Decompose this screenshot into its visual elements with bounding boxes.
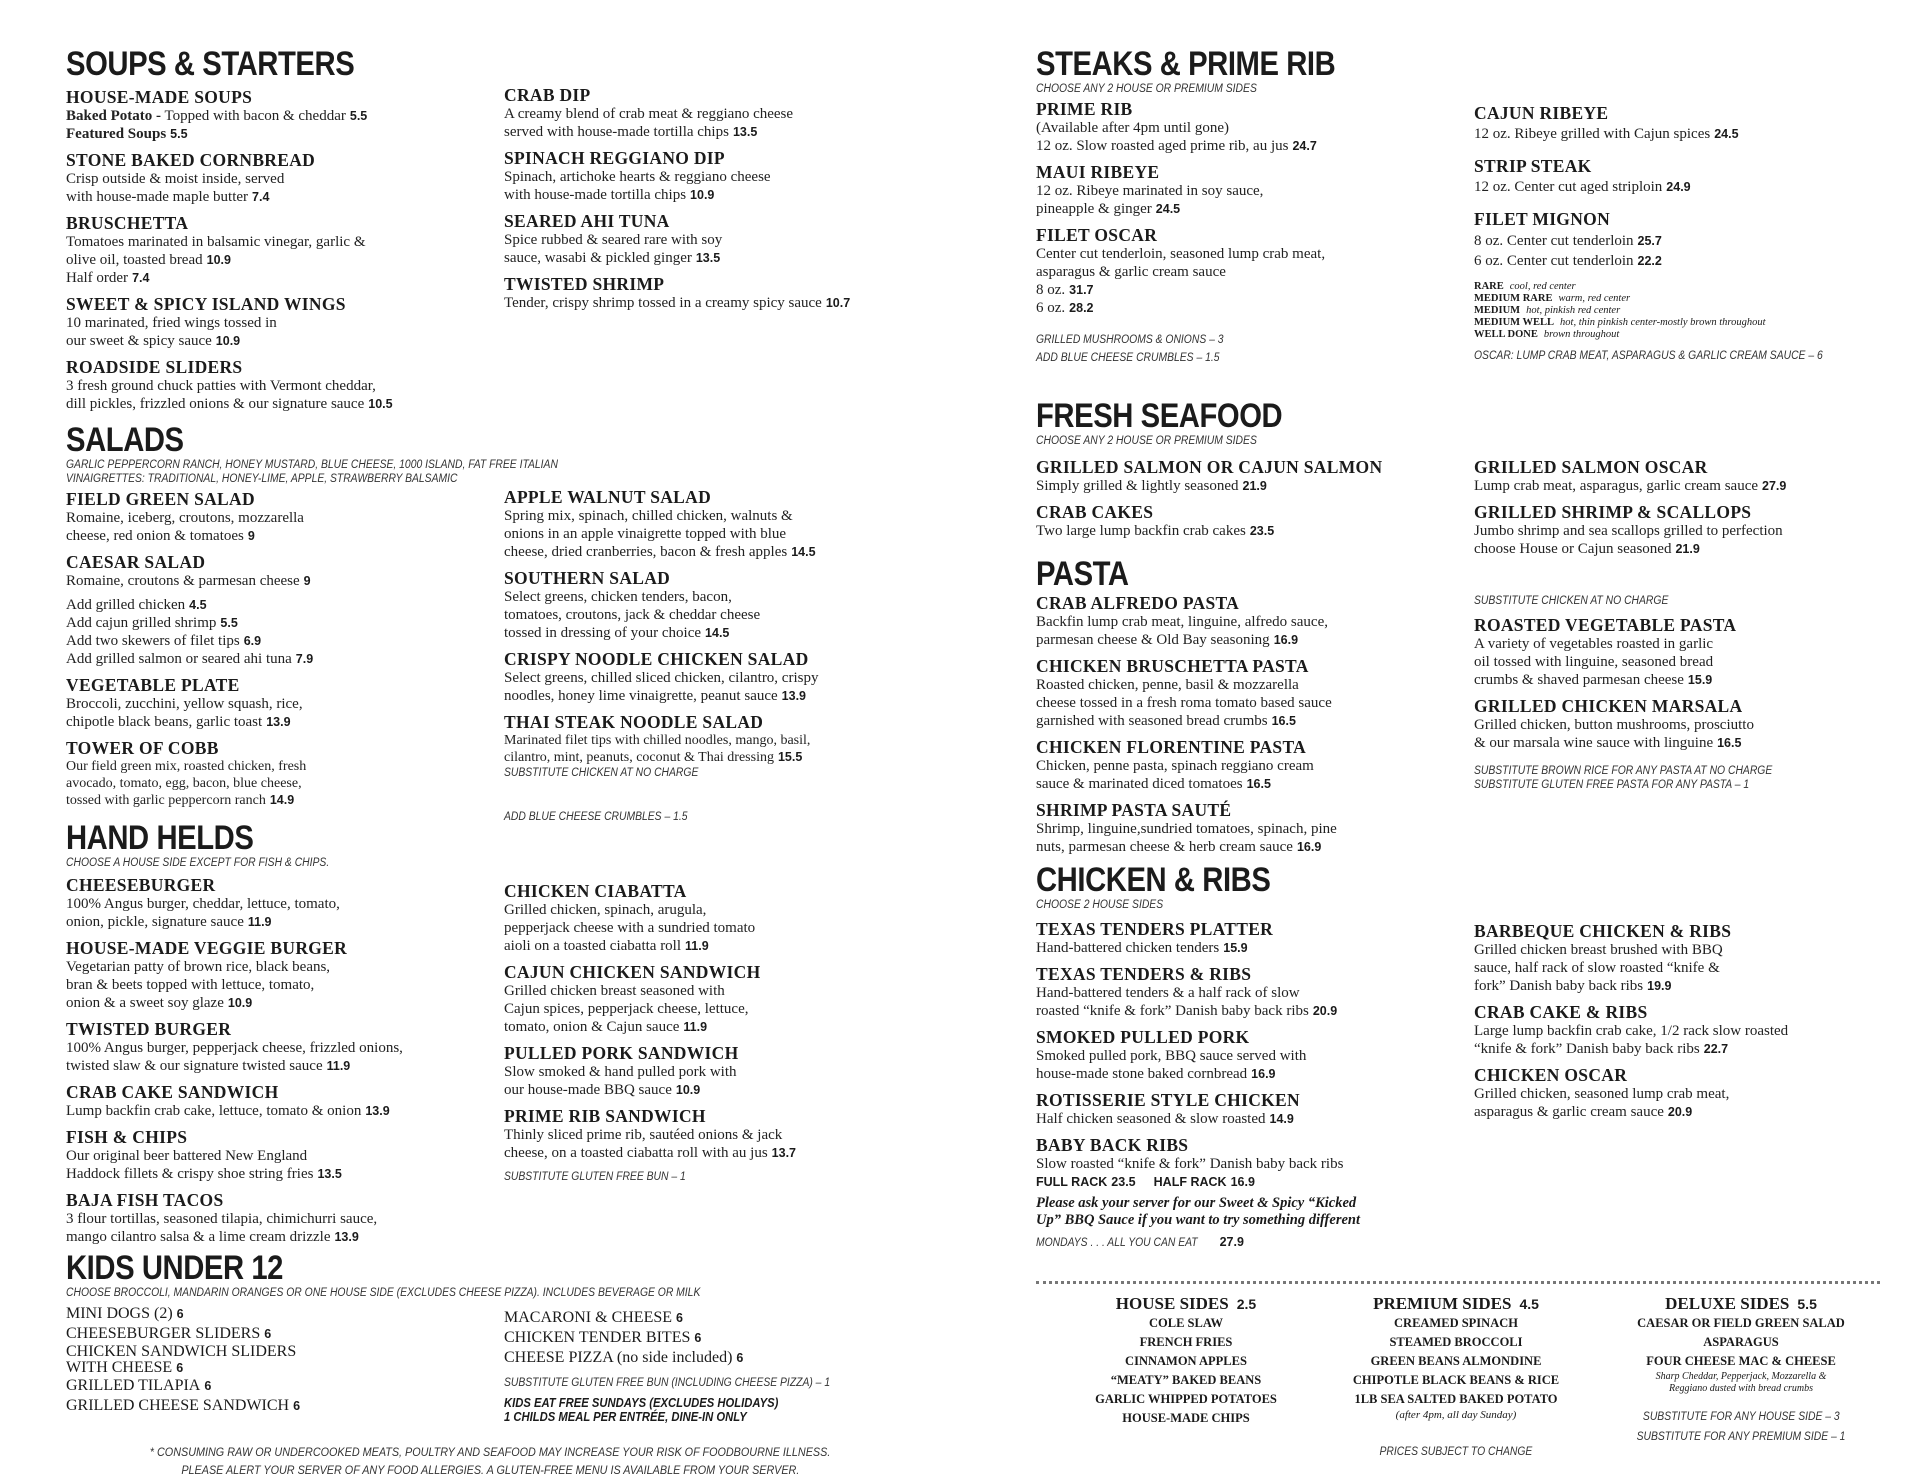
menu-item: PULLED PORK SANDWICH Slow smoked & hand pulled pork with our house-made BBQ sauce 10.9: [504, 1044, 944, 1099]
item-name: VEGETABLE PLATE: [66, 675, 240, 695]
salads-left-column: [66, 421, 558, 809]
menu-item: APPLE WALNUT SALAD Spring mix, spinach, chilled chicken, walnuts & onions in an apple vinaigrette topped with blue cheese, dried cranberries, bacon & fresh apples 14.5: [504, 488, 944, 561]
menu-item: FILET MIGNON 8 oz. Center cut tenderloin 25.7 6 oz. Center cut tenderloin 22.2: [1474, 210, 1904, 271]
menu-item: CHICKEN CIABATTA Grilled chicken, spinach, arugula, pepperjack cheese with a sundried tomato aioli on a toasted ciabatta roll 11.9: [504, 882, 944, 955]
soups-right-column: [504, 86, 944, 312]
menu-item: FISH & CHIPS Our original beer battered New England Haddock fillets & crispy shoe string fries 13.5: [66, 1128, 506, 1183]
section-title-seafood: FRESH SEAFOOD: [1036, 397, 1283, 435]
mac-cheese-note: Sharp Cheddar, Pepperjack, Mozzarella & Reggiano dusted with bread crumbs: [1655, 1371, 1827, 1394]
section-title-handhelds: HAND HELDS: [66, 819, 254, 857]
menu-item: GRILLED SALMON OSCAR Lump crab meat, asparagus, garlic cream sauce 27.9: [1474, 458, 1904, 495]
section-title-chicken-ribs: CHICKEN & RIBS: [1036, 861, 1271, 899]
premium-sides: PREMIUM SIDES 4.5 CREAMED SPINACH STEAMED BROCCOLI GREEN BEANS ALMONDINE CHIPOTLE BLACK BEANS & RICE 1LB SEA SALTED BAKED POTATO (after 4pm, all day Sunday) PRICES SUBJECT TO CHANGE: [1326, 1294, 1586, 1460]
menu-item: SPINACH REGGIANO DIP Spinach, artichoke hearts & reggiano cheese with house-made tortilla chips 10.9: [504, 149, 944, 204]
allergy-line: PLEASE ALERT YOUR SERVER OF ANY FOOD ALLERGIES. A GLUTEN-FREE MENU IS AVAILABLE FROM YOUR SERVER.: [181, 1463, 799, 1477]
menu-item: BARBEQUE CHICKEN & RIBS Grilled chicken breast brushed with BBQ sauce, half rack of slow roasted “knife & fork” Danish baby back ribs 19.9: [1474, 922, 1904, 995]
item-name: GRILLED SALMON OR CAJUN SALMON: [1036, 457, 1383, 477]
item-name: CHICKEN CIABATTA: [504, 881, 687, 901]
menu-item: BABY BACK RIBS Slow roasted “knife & fork” Danish baby back ribs FULL RACK 23.5 HALF RACK 16.9: [1036, 1136, 1476, 1191]
menu-item: CRAB ALFREDO PASTA Backfin lump crab meat, linguine, alfredo sauce, parmesan cheese & Old Bay seasoning 16.9: [1036, 594, 1476, 649]
menu-item: STRIP STEAK 12 oz. Center cut aged striploin 24.9: [1474, 157, 1904, 196]
item-name: CAESAR SALAD: [66, 552, 206, 572]
handhelds-right-column: [504, 882, 944, 1184]
menu-item: SOUTHERN SALAD Select greens, chicken tenders, bacon, tomatoes, croutons, jack & cheddar cheese tossed in dressing of your choice 14.5: [504, 569, 944, 642]
item-name: CHICKEN FLORENTINE PASTA: [1036, 737, 1307, 757]
list-item: MACARONI & CHEESE 6: [504, 1309, 683, 1326]
menu-item: PRIME RIB SANDWICH Thinly sliced prime rib, sautéed onions & jack cheese, on a toasted ciabatta roll with au jus 13.7: [504, 1107, 944, 1162]
menu-item: GRILLED SALMON OR CAJUN SALMON Simply grilled & lightly seasoned 21.9: [1036, 458, 1476, 495]
list-item: CHEESE PIZZA (no side included) 6: [504, 1349, 744, 1366]
menu-item: CRAB CAKE & RIBS Large lump backfin crab cake, 1/2 rack slow roasted “knife & fork” Danish baby back ribs 22.7: [1474, 1003, 1904, 1058]
steaks-left-column: [1036, 46, 1476, 365]
gluten-free-bun-note: SUBSTITUTE GLUTEN FREE BUN – 1: [504, 1171, 686, 1183]
chicken-note: CHOOSE 2 HOUSE SIDES: [1036, 899, 1164, 911]
item-name: STRIP STEAK: [1474, 156, 1592, 176]
substitute-house-note: SUBSTITUTE FOR ANY HOUSE SIDE – 3: [1642, 1411, 1840, 1423]
section-title-salads: SALADS: [66, 421, 184, 459]
substitute-premium-note: SUBSTITUTE FOR ANY PREMIUM SIDE – 1: [1636, 1431, 1846, 1443]
item-name: ROTISSERIE STYLE CHICKEN: [1036, 1090, 1300, 1110]
vinaigrette-note: VINAIGRETTES: TRADITIONAL, HONEY-LIME, APPLE, STRAWBERRY BALSAMIC: [66, 473, 458, 485]
item-name: HOUSE-MADE SOUPS: [66, 87, 253, 107]
seafood-right-column: [1474, 458, 1904, 558]
deluxe-sides: DELUXE SIDES 5.5 CAESAR OR FIELD GREEN SALAD ASPARAGUS FOUR CHEESE MAC & CHEESE Sharp Cheddar, Pepperjack, Mozzarella & Reggiano dusted with bread crumbs SUBSTITUTE FOR ANY HOUSE SIDE – 3 SUBSTITUTE FOR ANY PREMIUM SIDE – 1: [1606, 1294, 1876, 1445]
salads-right-column: [504, 488, 944, 824]
item-name: PRIME RIB: [1036, 99, 1133, 119]
menu-item: ROADSIDE SLIDERS 3 fresh ground chuck patties with Vermont cheddar, dill pickles, frizzled onions & our signature sauce 10.5: [66, 358, 506, 413]
menu-item: CAJUN RIBEYE 12 oz. Ribeye grilled with Cajun spices 24.5: [1474, 104, 1904, 143]
menu-item: SHRIMP PASTA SAUTÉ Shrimp, linguine,sundried tomatoes, spinach, pine nuts, parmesan cheese & herb cream sauce 16.9: [1036, 801, 1476, 856]
pasta-left-column: [1036, 556, 1476, 856]
list-item: ASPARAGUS: [1703, 1335, 1779, 1349]
item-name: CAJUN CHICKEN SANDWICH: [504, 962, 761, 982]
doneness-guide: [1474, 281, 1904, 341]
prices-note: PRICES SUBJECT TO CHANGE: [1379, 1446, 1533, 1458]
item-name: ROASTED VEGETABLE PASTA: [1474, 615, 1737, 635]
menu-item: SWEET & SPICY ISLAND WINGS 10 marinated, fried wings tossed in our sweet & spicy sauce 10.9: [66, 295, 506, 350]
kids-free-note: KIDS EAT FREE SUNDAYS (EXCLUDES HOLIDAYS): [504, 1396, 779, 1410]
steaks-right-column: [1474, 104, 1904, 363]
menu-item: CHICKEN BRUSCHETTA PASTA Roasted chicken, penne, basil & mozzarella cheese tossed in a fresh roma tomato based sauce garnished with seasoned bread crumbs 16.5: [1036, 657, 1476, 730]
list-item: FRENCH FRIES: [1139, 1335, 1233, 1349]
mushrooms-note: GRILLED MUSHROOMS & ONIONS – 3: [1036, 334, 1224, 346]
list-item: CINNAMON APPLES: [1125, 1354, 1247, 1368]
item-name: CRAB ALFREDO PASTA: [1036, 593, 1240, 613]
dotted-divider: [1036, 1281, 1880, 1284]
chicken-left-column: [1036, 862, 1476, 1251]
section-title-steaks: STEAKS & PRIME RIB: [1036, 45, 1336, 83]
doneness-row: WELL DONE brown throughout: [1474, 329, 1620, 340]
item-name: SWEET & SPICY ISLAND WINGS: [66, 294, 346, 314]
list-item: “MEATY” BAKED BEANS: [1110, 1373, 1262, 1387]
item-name: CAJUN RIBEYE: [1474, 103, 1609, 123]
item-name: SMOKED PULLED PORK: [1036, 1027, 1250, 1047]
pasta-right-column: [1474, 594, 1904, 792]
menu-item: BRUSCHETTA Tomatoes marinated in balsamic vinegar, garlic & olive oil, toasted bread 10.9 Half order 7.4: [66, 214, 506, 287]
kids-items-left: [66, 1304, 506, 1416]
item-name: ROADSIDE SLIDERS: [66, 357, 243, 377]
menu-item: PRIME RIB (Available after 4pm until gone) 12 oz. Slow roasted aged prime rib, au jus 24.7: [1036, 100, 1476, 155]
menu-item: TOWER OF COBB Our field green mix, roasted chicken, fresh avocado, tomato, egg, bacon, blue cheese, tossed with garlic peppercorn ranch 14.9: [66, 739, 506, 809]
item-name: CHICKEN OSCAR: [1474, 1065, 1628, 1085]
menu-item: HOUSE-MADE VEGGIE BURGER Vegetarian patty of brown rice, black beans, bran & beets topped with lettuce, tomato, onion & a sweet soy glaze 10.9: [66, 939, 506, 1012]
substitute-note: SUBSTITUTE CHICKEN AT NO CHARGE: [504, 767, 699, 779]
list-item: GREEN BEANS ALMONDINE: [1370, 1354, 1542, 1368]
menu-item: SEARED AHI TUNA Spice rubbed & seared rare with soy sauce, wasabi & pickled ginger 13.5: [504, 212, 944, 267]
menu-item: CHICKEN FLORENTINE PASTA Chicken, penne pasta, spinach reggiano cream sauce & marinated diced tomatoes 16.5: [1036, 738, 1476, 793]
item-name: HOUSE-MADE VEGGIE BURGER: [66, 938, 348, 958]
list-item: HOUSE-MADE CHIPS: [1122, 1411, 1250, 1425]
item-name: CRAB CAKE & RIBS: [1474, 1002, 1648, 1022]
menu-item: CAJUN CHICKEN SANDWICH Grilled chicken breast seasoned with Cajun spices, pepperjack cheese, lettuce, tomato, onion & Cajun sauce 11.9: [504, 963, 944, 1036]
handhelds-left-column: [66, 820, 506, 1246]
item-name: BABY BACK RIBS: [1036, 1135, 1189, 1155]
item-name: TEXAS TENDERS PLATTER: [1036, 919, 1274, 939]
kids-substitute-note: SUBSTITUTE GLUTEN FREE BUN (INCLUDING CHEESE PIZZA) – 1: [504, 1377, 831, 1389]
menu-item: CRAB DIP A creamy blend of crab meat & reggiano cheese served with house-made tortilla chips 13.5: [504, 86, 944, 141]
item-name: CRISPY NOODLE CHICKEN SALAD: [504, 649, 809, 669]
item-name: STONE BAKED CORNBREAD: [66, 150, 316, 170]
kids-right-column: [504, 1308, 944, 1424]
doneness-row: MEDIUM hot, pinkish red center: [1474, 305, 1621, 316]
menu-item: FILET OSCAR Center cut tenderloin, seasoned lump crab meat, asparagus & garlic cream sauce 8 oz. 31.7 6 oz. 28.2: [1036, 226, 1476, 317]
item-name: PRIME RIB SANDWICH: [504, 1106, 706, 1126]
list-item: CREAMED SPINACH: [1394, 1316, 1518, 1330]
item-name: PULLED PORK SANDWICH: [504, 1043, 739, 1063]
baked-potato-note: (after 4pm, all day Sunday): [1395, 1409, 1517, 1421]
item-name: CHEESEBURGER: [66, 875, 216, 895]
doneness-row: MEDIUM WELL hot, thin pinkish center-mostly brown throughout: [1474, 317, 1766, 328]
section-title-pasta: PASTA: [1036, 555, 1129, 593]
item-name: GRILLED CHICKEN MARSALA: [1474, 696, 1743, 716]
footer-disclaimer: [60, 1443, 920, 1479]
item-name: MAUI RIBEYE: [1036, 162, 1160, 182]
item-name: FISH & CHIPS: [66, 1127, 188, 1147]
blue-cheese-note: ADD BLUE CHEESE CRUMBLES – 1.5: [504, 811, 688, 823]
item-name: SPINACH REGGIANO DIP: [504, 148, 725, 168]
menu-item: CRAB CAKES Two large lump backfin crab cakes 23.5: [1036, 503, 1476, 540]
section-title-soups: SOUPS & STARTERS: [66, 45, 355, 83]
list-item: COLE SLAW: [1149, 1316, 1223, 1330]
item-name: APPLE WALNUT SALAD: [504, 487, 712, 507]
item-name: BAJA FISH TACOS: [66, 1190, 224, 1210]
menu-item: TWISTED SHRIMP Tender, crispy shrimp tossed in a creamy spicy sauce 10.7: [504, 275, 944, 312]
item-name: CRAB CAKE SANDWICH: [66, 1082, 279, 1102]
salad-add-ons: Add grilled chicken 4.5 Add cajun grilled shrimp 5.5 Add two skewers of filet tips 6.9 Add grilled salmon or seared ahi tuna 7.9: [66, 597, 314, 667]
soups-left-column: [66, 46, 506, 413]
menu-item: CHICKEN OSCAR Grilled chicken, seasoned lump crab meat, asparagus & garlic cream sauce 20.9: [1474, 1066, 1904, 1121]
menu-item: CHEESEBURGER 100% Angus burger, cheddar, lettuce, tomato, onion, pickle, signature sauce 11.9: [66, 876, 506, 931]
monday-special: MONDAYS . . . ALL YOU CAN EAT 27.9: [1036, 1235, 1244, 1249]
doneness-row: RARE cool, red center: [1474, 281, 1576, 292]
item-name: SOUTHERN SALAD: [504, 568, 671, 588]
menu-item: GRILLED SHRIMP & SCALLOPS Jumbo shrimp and sea scallops grilled to perfection choose House or Cajun seasoned 21.9: [1474, 503, 1904, 558]
menu-item: CRISPY NOODLE CHICKEN SALAD Select greens, chilled sliced chicken, cilantro, crispy noodles, honey lime vinaigrette, peanut sauce 13.9: [504, 650, 944, 705]
kids-free-note-2: 1 CHILDS MEAL PER ENTRÉE, DINE-IN ONLY: [504, 1410, 747, 1424]
list-item: FOUR CHEESE MAC & CHEESE: [1646, 1354, 1836, 1368]
item-name: SHRIMP PASTA SAUTÉ: [1036, 800, 1232, 820]
handhelds-note: CHOOSE A HOUSE SIDE EXCEPT FOR FISH & CHIPS.: [66, 857, 330, 869]
list-item: STEAMED BROCCOLI: [1389, 1335, 1523, 1349]
item-description: Slow roasted “knife & fork” Danish baby back ribs: [1036, 1156, 1344, 1172]
menu-item: SMOKED PULLED PORK Smoked pulled pork, BBQ sauce served with house-made stone baked cornbread 16.9: [1036, 1028, 1476, 1083]
menu-item: GRILLED CHICKEN MARSALA Grilled chicken, button mushrooms, prosciutto & our marsala wine sauce with linguine 16.5: [1474, 697, 1904, 752]
item-name: THAI STEAK NOODLE SALAD: [504, 712, 764, 732]
list-item: CHIPOTLE BLACK BEANS & RICE: [1352, 1373, 1560, 1387]
oscar-note: OSCAR: LUMP CRAB MEAT, ASPARAGUS & GARLIC CREAM SAUCE – 6: [1474, 350, 1823, 362]
menu-item: ROASTED VEGETABLE PASTA A variety of vegetables roasted in garlic oil tossed with linguine, seasoned bread crumbs & shaved parmesan cheese 15.9: [1474, 616, 1904, 689]
list-item: GRILLED TILAPIA 6: [66, 1377, 212, 1394]
item-name: FILET OSCAR: [1036, 225, 1158, 245]
item-name: FIELD GREEN SALAD: [66, 489, 255, 509]
doneness-row: MEDIUM RARE warm, red center: [1474, 293, 1631, 304]
menu-item: TWISTED BURGER 100% Angus burger, pepperjack cheese, frizzled onions, twisted slaw & our signature twisted sauce 11.9: [66, 1020, 506, 1075]
list-item: CHICKEN SANDWICH SLIDERS WITH CHEESE 6: [66, 1343, 297, 1376]
seafood-left-column: [1036, 398, 1476, 540]
item-name: TWISTED BURGER: [66, 1019, 232, 1039]
substitute-chicken-note: SUBSTITUTE CHICKEN AT NO CHARGE: [1474, 595, 1669, 607]
item-name: GRILLED SALMON OSCAR: [1474, 457, 1708, 477]
disclaimer-line: * CONSUMING RAW OR UNDERCOOKED MEATS, POULTRY AND SEAFOOD MAY INCREASE YOUR RISK OF FOODBOURNE ILLNESS.: [149, 1445, 831, 1459]
gluten-free-pasta-note: SUBSTITUTE GLUTEN FREE PASTA FOR ANY PASTA – 1: [1474, 779, 1750, 791]
brown-rice-note: SUBSTITUTE BROWN RICE FOR ANY PASTA AT NO CHARGE: [1474, 765, 1773, 777]
steaks-note: CHOOSE ANY 2 HOUSE OR PREMIUM SIDES: [1036, 83, 1257, 95]
list-item: GARLIC WHIPPED POTATOES: [1095, 1392, 1277, 1406]
list-item: CHEESEBURGER SLIDERS 6: [66, 1325, 272, 1342]
house-sides: HOUSE SIDES 2.5 COLE SLAW FRENCH FRIES CINNAMON APPLES “MEATY” BAKED BEANS GARLIC WHIPPED POTATOES HOUSE-MADE CHIPS: [1056, 1294, 1316, 1428]
dressing-note: GARLIC PEPPERCORN RANCH, HONEY MUSTARD, BLUE CHEESE, 1000 ISLAND, FAT FREE ITALIAN: [66, 459, 558, 471]
item-name: CHICKEN BRUSCHETTA PASTA: [1036, 656, 1309, 676]
menu-item: ROTISSERIE STYLE CHICKEN Half chicken seasoned & slow roasted 14.9: [1036, 1091, 1476, 1128]
item-name: TOWER OF COBB: [66, 738, 219, 758]
item-name: TEXAS TENDERS & RIBS: [1036, 964, 1252, 984]
menu-item: CRAB CAKE SANDWICH Lump backfin crab cake, lettuce, tomato & onion 13.9: [66, 1083, 506, 1120]
menu-item: TEXAS TENDERS & RIBS Hand-battered tenders & a half rack of slow roasted “knife & fork” Danish baby back ribs 20.9: [1036, 965, 1476, 1020]
list-item: CHICKEN TENDER BITES 6: [504, 1329, 702, 1346]
item-name: CRAB DIP: [504, 85, 591, 105]
kids-note: CHOOSE BROCCOLI, MANDARIN ORANGES OR ONE HOUSE SIDE (EXCLUDES CHEESE PIZZA). INCLUDES BEVERAGE OR MILK: [66, 1287, 701, 1299]
chicken-right-column: [1474, 922, 1904, 1121]
item-name: TWISTED SHRIMP: [504, 274, 665, 294]
item-name: GRILLED SHRIMP & SCALLOPS: [1474, 502, 1752, 522]
item-name: FILET MIGNON: [1474, 209, 1611, 229]
menu-item: TEXAS TENDERS PLATTER Hand-battered chicken tenders 15.9: [1036, 920, 1476, 957]
item-name: BARBEQUE CHICKEN & RIBS: [1474, 921, 1732, 941]
item-name: BRUSCHETTA: [66, 213, 189, 233]
list-item: 1LB SEA SALTED BAKED POTATO: [1354, 1392, 1558, 1406]
menu-item: VEGETABLE PLATE Broccoli, zucchini, yellow squash, rice, chipotle black beans, garlic toast 13.9: [66, 676, 506, 731]
menu-item: CAESAR SALAD Romaine, croutons & parmesan cheese 9: [66, 553, 506, 590]
menu-item: BAJA FISH TACOS 3 flour tortillas, seasoned tilapia, chimichurri sauce, mango cilantro salsa & a lime cream drizzle 13.9: [66, 1191, 506, 1246]
item-name: SEARED AHI TUNA: [504, 211, 670, 231]
menu-item: THAI STEAK NOODLE SALAD Marinated filet tips with chilled noodles, mango, basil, cilantro, mint, peanuts, coconut & Thai dressing 15.5: [504, 713, 944, 766]
kicked-bbq-note: Please ask your server for our Sweet & Spicy “Kicked Up” BBQ Sauce if you want to try something different: [1036, 1195, 1360, 1228]
list-item: GRILLED CHEESE SANDWICH 6: [66, 1397, 301, 1414]
menu-item: STONE BAKED CORNBREAD Crisp outside & moist inside, served with house-made maple butter 7.4: [66, 151, 506, 206]
list-item: MINI DOGS (2) 6: [66, 1305, 184, 1322]
list-item: CAESAR OR FIELD GREEN SALAD: [1637, 1316, 1845, 1330]
section-title-kids: KIDS UNDER 12: [66, 1249, 284, 1287]
menu-item: FIELD GREEN SALAD Romaine, iceberg, croutons, mozzarella cheese, red onion & tomatoes 9: [66, 490, 506, 545]
menu-item: MAUI RIBEYE 12 oz. Ribeye marinated in soy sauce, pineapple & ginger 24.5: [1036, 163, 1476, 218]
menu-item: HOUSE-MADE SOUPS Baked Potato - Topped with bacon & cheddar 5.5 Featured Soups 5.5: [66, 88, 506, 143]
item-name: CRAB CAKES: [1036, 502, 1154, 522]
blue-cheese-note: ADD BLUE CHEESE CRUMBLES – 1.5: [1036, 352, 1220, 364]
seafood-note: CHOOSE ANY 2 HOUSE OR PREMIUM SIDES: [1036, 435, 1257, 447]
